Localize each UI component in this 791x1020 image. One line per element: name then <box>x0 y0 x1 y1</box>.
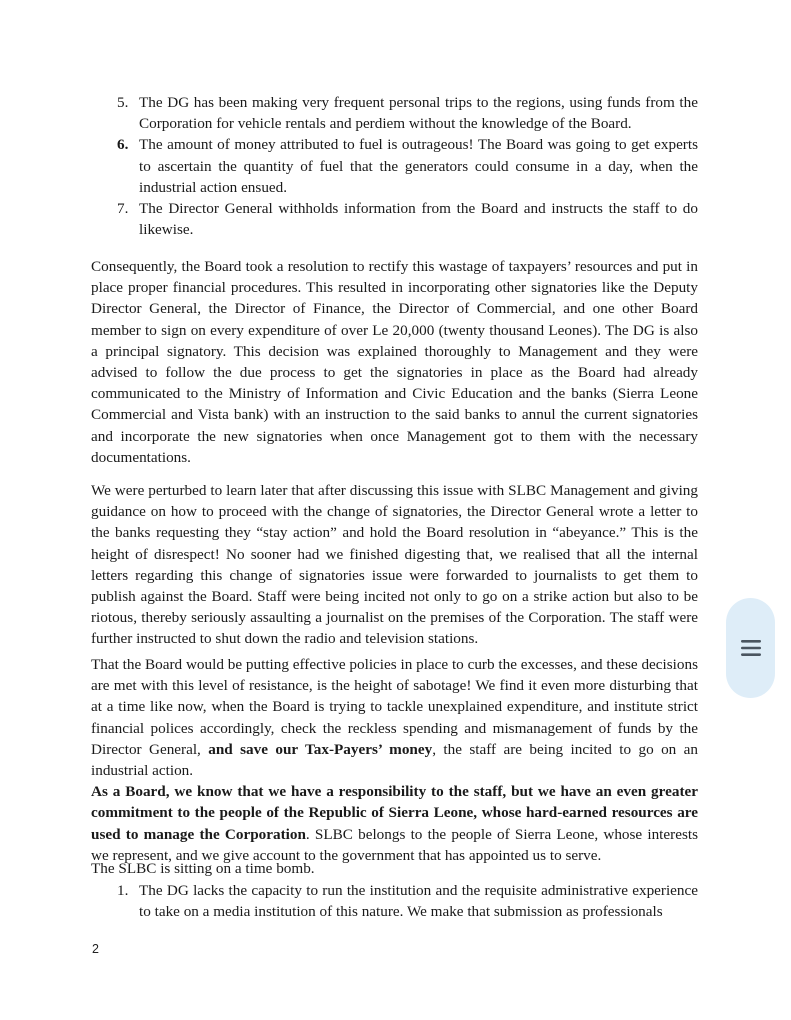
list-item <box>91 198 698 240</box>
page-number: 2 <box>92 942 99 956</box>
floating-menu-button[interactable] <box>726 598 775 698</box>
list-section-a <box>91 92 698 240</box>
list-item <box>91 134 698 198</box>
list-item-number: 7. <box>117 200 129 218</box>
list-item-text: The amount of money attributed to fuel is outrageous! The Board was going to get experts to ascertain the quantity of fuel that the generators could consume in a day, when the industrial action ensued. <box>139 136 698 196</box>
paragraph-text: That the Board would be putting effective policies in place to curb the excesses, and these decisions are met with this level of resistance, is the height of sabotage! We find it even more disturbing that at a time like now, when the Board is trying to tackle unexplained expenditure, and institute strict financial polices accordingly, check the reckless spending and mismanagement of funds by the Director General, <box>91 656 698 758</box>
list-item <box>91 92 698 134</box>
emphasis-text: and save our Tax-Payers’ money <box>208 740 433 758</box>
list-item-number: 5. <box>117 94 129 111</box>
list-item-text: The DG lacks the capacity to run the institution and the requisite administrative experience to take on a media institution of this nature. We make that submission as professionals <box>139 882 698 921</box>
hamburger-menu-icon <box>740 637 762 659</box>
paragraph-resolution: Consequently, the Board took a resolution to rectify this wastage of taxpayers’ resources and put in place proper financial procedures. This resulted in incorporating other signatories like the Deputy Director General, the Director of Finance, the Director of Commercial, and one other Board member to sign on every expenditure of over Le 20,000 (twenty thousand Leones). The DG is also a principal signatory. This decision was explained thoroughly to Management and they were advised to follow the due process to get the signatories in place as the Board had already communicated to the Ministry of Information and Civic Education and the banks (Sierra Leone Commercial and Vista bank) with an instruction to the said banks to annul the current signatories and incorporate the new signatories when once Management got to them with the necessary documentations. <box>91 258 698 466</box>
paragraph-sabotage <box>91 654 698 781</box>
list-item-text: The Director General withholds information from the Board and instructs the staff to do likewise. <box>139 200 698 239</box>
paragraph-text: . SLBC belongs to the people of Sierra Leone, whose interests we represent, and we give account to the government that has appointed us to serve. <box>91 825 698 864</box>
paragraph-sabotage-block <box>91 654 698 866</box>
numbered-list-a <box>91 92 698 240</box>
paragraph-responsibility <box>91 781 698 866</box>
list-section-b <box>91 880 698 922</box>
emphasis-text: As a Board, we know that we have a responsibility to the staff, but we have an even greater commitment to the people of the Republic of Sierra Leone, whose hard-earned resources are used to manage the Corporation <box>91 783 698 843</box>
paragraph-time-bomb: The SLBC is sitting on a time bomb. <box>91 860 315 877</box>
list-item-text: The DG has been making very frequent personal trips to the regions, using funds from the Corporation for vehicle rentals and perdiem without the knowledge of the Board. <box>139 94 698 133</box>
paragraph-perturbed: We were perturbed to learn later that after discussing this issue with SLBC Management and giving guidance on how to proceed with the change of signatories, the Director General wrote a letter to the banks requesting they “stay action” and hold the Board resolution in “abeyance.” This is the height of disrespect! No sooner had we finished digesting that, we realised that all the internal letters regarding this change of signatories issue were forwarded to journalists to get them to publish against the Board. Staff were being incited not only to go on a strike action but also to be riotous, thereby seriously assaulting a journalist on the premises of the Corporation. The staff were further instructed to shut down the radio and television stations. <box>91 482 698 648</box>
list-item-number: 1. <box>117 882 129 899</box>
list-item <box>91 880 698 922</box>
list-item-number: 6. <box>117 136 129 154</box>
numbered-list-b <box>91 880 698 922</box>
paragraph-text: , the staff are being incited to go on an industrial action. <box>91 740 698 780</box>
